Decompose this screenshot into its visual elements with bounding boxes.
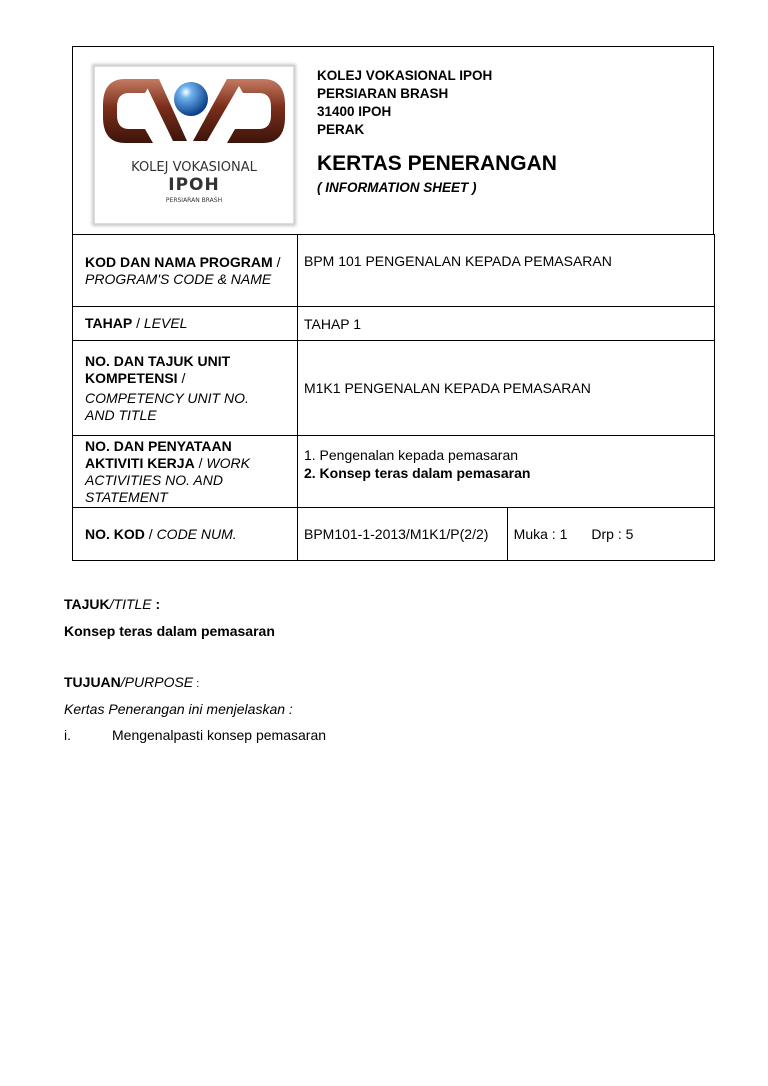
- address-line: PERSIARAN BRASH: [317, 86, 449, 101]
- page-total: Drp : 5: [591, 526, 634, 542]
- purpose-label: [64, 674, 199, 690]
- activity-label-italic: WORK ACTIVITIES NO. AND STATEMENT: [85, 454, 250, 505]
- program-label-bold: KOD DAN NAMA PROGRAM: [85, 253, 273, 270]
- section-title-label: [64, 596, 160, 612]
- program-label-sep: /: [272, 253, 281, 270]
- purpose-label-italic: /PURPOSE: [120, 674, 194, 690]
- purpose-list-item: [64, 727, 326, 743]
- address-line: PERAK: [317, 122, 365, 137]
- list-item-number: i.: [64, 727, 71, 743]
- page-number: Muka : 1: [513, 526, 568, 542]
- document-subtitle: ( INFORMATION SHEET ): [317, 180, 477, 195]
- code-value: BPM101-1-2013/M1K1/P(2/2): [297, 508, 507, 561]
- activity-label-sep: /: [194, 454, 207, 471]
- unit-label: [73, 341, 298, 436]
- level-label-italic: LEVEL: [143, 315, 188, 331]
- list-item-text: Mengenalpasti konsep pemasaran: [112, 727, 327, 743]
- address-line: KOLEJ VOKASIONAL IPOH: [317, 68, 493, 83]
- college-address: [317, 67, 492, 139]
- logo-text-line3: PERSIARAN BRASH: [165, 197, 223, 204]
- code-label: [73, 508, 298, 561]
- info-table: [72, 234, 715, 561]
- document-title: KERTAS PENERANGAN: [317, 152, 557, 175]
- activity-label: [73, 436, 298, 508]
- purpose-label-bold: TUJUAN: [64, 674, 121, 690]
- header-box: [72, 46, 714, 234]
- program-label-italic: PROGRAM'S CODE & NAME: [85, 270, 272, 287]
- table-row-code: [73, 508, 715, 561]
- activity-item: 2. Konsep teras dalam pemasaran: [303, 465, 531, 481]
- level-value: TAHAP 1: [297, 307, 714, 341]
- purpose-label-colon: :: [193, 678, 200, 690]
- unit-label-bold: NO. DAN TAJUK UNIT KOMPETENSI: [85, 352, 231, 386]
- logo-text-line1: KOLEJ VOKASIONAL: [131, 160, 257, 175]
- title-label-colon: :: [151, 596, 161, 612]
- activity-value: [297, 436, 714, 508]
- level-label: [73, 307, 298, 341]
- unit-label-sep: /: [177, 369, 186, 386]
- level-label-bold: TAHAP: [85, 315, 133, 331]
- page-indicator: [507, 508, 714, 561]
- college-logo: [94, 66, 294, 224]
- logo-text-line2: IPOH: [168, 175, 220, 195]
- title-label-italic: /TITLE: [109, 596, 152, 612]
- program-label: [73, 235, 298, 307]
- table-row-program: [73, 235, 715, 307]
- program-value: BPM 101 PENGENALAN KEPADA PEMASARAN: [297, 235, 714, 307]
- section-title-value: Konsep teras dalam pemasaran: [64, 623, 275, 639]
- code-label-italic: CODE NUM.: [156, 525, 237, 542]
- activity-label-bold: NO. DAN PENYATAAN AKTIVITI KERJA: [85, 437, 232, 471]
- address-line: 31400 IPOH: [317, 104, 392, 119]
- unit-label-italic: COMPETENCY UNIT NO. AND TITLE: [85, 389, 249, 423]
- table-row-level: [73, 307, 715, 341]
- unit-value: M1K1 PENGENALAN KEPADA PEMASARAN: [297, 341, 714, 436]
- purpose-intro: Kertas Penerangan ini menjelaskan :: [64, 701, 293, 717]
- level-label-sep: /: [132, 315, 144, 331]
- code-label-bold: NO. KOD: [85, 525, 145, 542]
- title-label-bold: TAJUK: [64, 596, 110, 612]
- table-row-activity: [73, 436, 715, 508]
- table-row-unit: [73, 341, 715, 436]
- code-label-sep: /: [144, 525, 157, 542]
- activity-item: 1. Pengenalan kepada pemasaran: [303, 447, 519, 463]
